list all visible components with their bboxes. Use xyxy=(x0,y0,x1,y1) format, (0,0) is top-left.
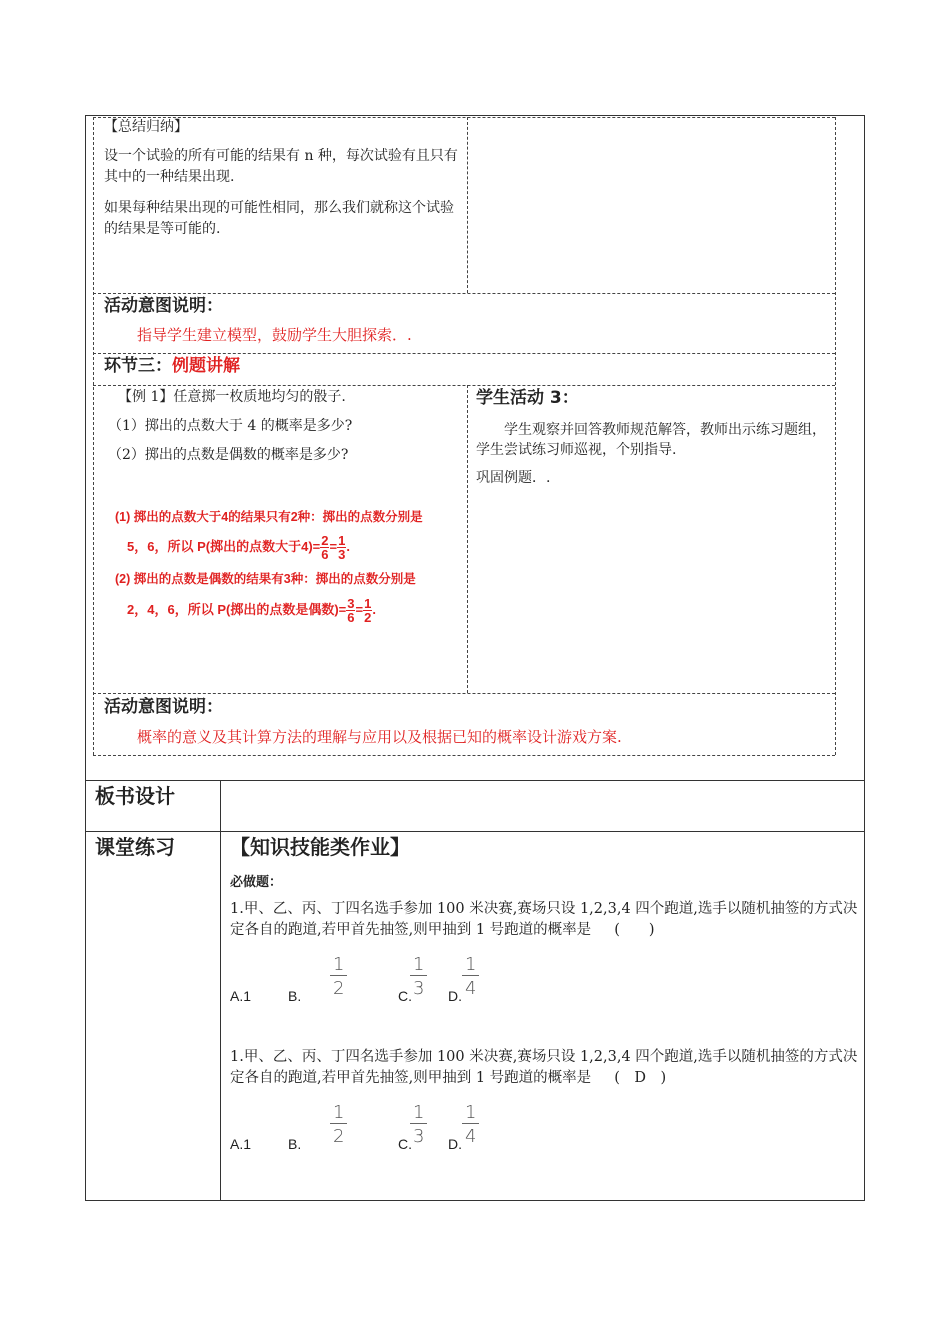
column-divider xyxy=(220,780,221,1200)
fraction: 1 4 xyxy=(462,955,479,999)
section-title: 例题讲解 xyxy=(172,356,240,376)
dashed-line xyxy=(467,385,468,693)
row-divider xyxy=(85,780,865,781)
option-a: A.1 xyxy=(230,1136,252,1152)
answer-text: 2，4，6，所以 xyxy=(127,601,214,617)
fraction: $\frac{1}{3}$ xyxy=(338,533,346,562)
example-question: （1）掷出的点数大于 4 的概率是多少? xyxy=(108,418,353,434)
table-border-bottom xyxy=(85,1200,865,1201)
summary-paragraph: 如果每种结果出现的可能性相同，那么我们就称这个试验的结果是等可能的. xyxy=(104,200,454,237)
example-title: 【例 1】任意掷一枚质地均匀的骰子. xyxy=(118,389,346,405)
fraction: 1 3 xyxy=(410,955,427,999)
summary-title: 【总结归纳】 xyxy=(104,119,188,135)
table-border-top xyxy=(85,115,865,116)
intent-text: 指导学生建立模型，鼓励学生大胆探索．. xyxy=(137,326,412,344)
question-1: 1.甲、乙、丙、丁四名选手参加 100 米决赛,赛场只设 1,2,3,4 四个跑道,选手以随机抽签的方式决定各自的跑道,若甲首先抽签,则甲抽到 1 号跑道的概率是 ( ) xyxy=(230,901,858,938)
dashed-line xyxy=(835,117,836,755)
option-c: C. xyxy=(398,1136,412,1152)
example-question: （2）掷出的点数是偶数的概率是多少? xyxy=(108,447,349,463)
dashed-line xyxy=(93,693,835,694)
section-prefix: 环节三： xyxy=(104,356,172,376)
fraction: 1 2 xyxy=(330,1103,347,1147)
student-activity-text: 学生观察并回答教师规范解答，教师出示练习题组，学生尝试练习师巡视，个别指导. xyxy=(476,422,826,458)
intent-label: 活动意图说明： xyxy=(104,697,223,717)
answer-text: 5，6，所以 xyxy=(127,538,194,554)
intent-label: 活动意图说明： xyxy=(104,296,223,316)
fraction: 1 3 xyxy=(410,1103,427,1147)
dashed-line xyxy=(93,117,835,118)
option-d: D. xyxy=(448,988,462,1004)
student-activity-text: 巩固例题．. xyxy=(476,470,551,486)
option-d: D. xyxy=(448,1136,462,1152)
answer-expression: P(掷出的点数是偶数)= xyxy=(217,601,347,617)
option-b: B. xyxy=(288,988,302,1004)
answer-expression: P(掷出的点数大于4)= xyxy=(197,538,321,554)
dashed-line xyxy=(467,117,468,293)
intent-text: 概率的意义及其计算方法的理解与应用以及根据已知的概率设计游戏方案. xyxy=(137,728,622,746)
fraction: $\frac{1}{2}$ xyxy=(364,596,372,625)
option-a: A.1 xyxy=(230,988,252,1004)
dashed-line xyxy=(93,353,835,354)
dashed-line xyxy=(93,755,835,756)
fraction: 1 4 xyxy=(462,1103,479,1147)
table-border-right xyxy=(864,115,865,1201)
answer-2-line2: 2，4，6，所以 P(掷出的点数是偶数)= $\frac{3}{6}$ = $\frac{1}{2}$ . xyxy=(127,596,376,625)
student-activity-title: 学生活动 3： xyxy=(476,388,579,408)
answer-2-line1: (2) 掷出的点数是偶数的结果有3种：掷出的点数分别是 xyxy=(115,572,416,586)
fraction: $\frac{2}{6}$ xyxy=(321,533,329,562)
board-design-label: 板书设计 xyxy=(95,784,175,808)
summary-paragraph: 设一个试验的所有可能的结果有 n 种，每次试验有且只有其中的一种结果出现. xyxy=(104,148,458,185)
answer-1-line1: (1) 掷出的点数大于4的结果只有2种：掷出的点数分别是 xyxy=(115,510,423,524)
required-label: 必做题： xyxy=(230,875,283,890)
practice-heading: 【知识技能类作业】 xyxy=(230,835,410,859)
option-c: C. xyxy=(398,988,412,1004)
dashed-line xyxy=(93,117,94,755)
table-border-left xyxy=(85,115,86,1201)
fraction: $\frac{3}{6}$ xyxy=(347,596,355,625)
fraction: 1 2 xyxy=(330,955,347,999)
practice-label: 课堂练习 xyxy=(95,835,175,859)
dashed-line xyxy=(93,293,835,294)
option-b: B. xyxy=(288,1136,302,1152)
question-1-answered: 1.甲、乙、丙、丁四名选手参加 100 米决赛,赛场只设 1,2,3,4 四个跑道,选手以随机抽签的方式决定各自的跑道,若甲首先抽签,则甲抽到 1 号跑道的概率是 ( D ) xyxy=(230,1049,858,1086)
dashed-line xyxy=(93,385,835,386)
answer-1-line2: 5，6，所以 P(掷出的点数大于4)= $\frac{2}{6}$ = $\frac{1}{3}$ . xyxy=(127,533,350,562)
row-divider xyxy=(85,831,865,832)
